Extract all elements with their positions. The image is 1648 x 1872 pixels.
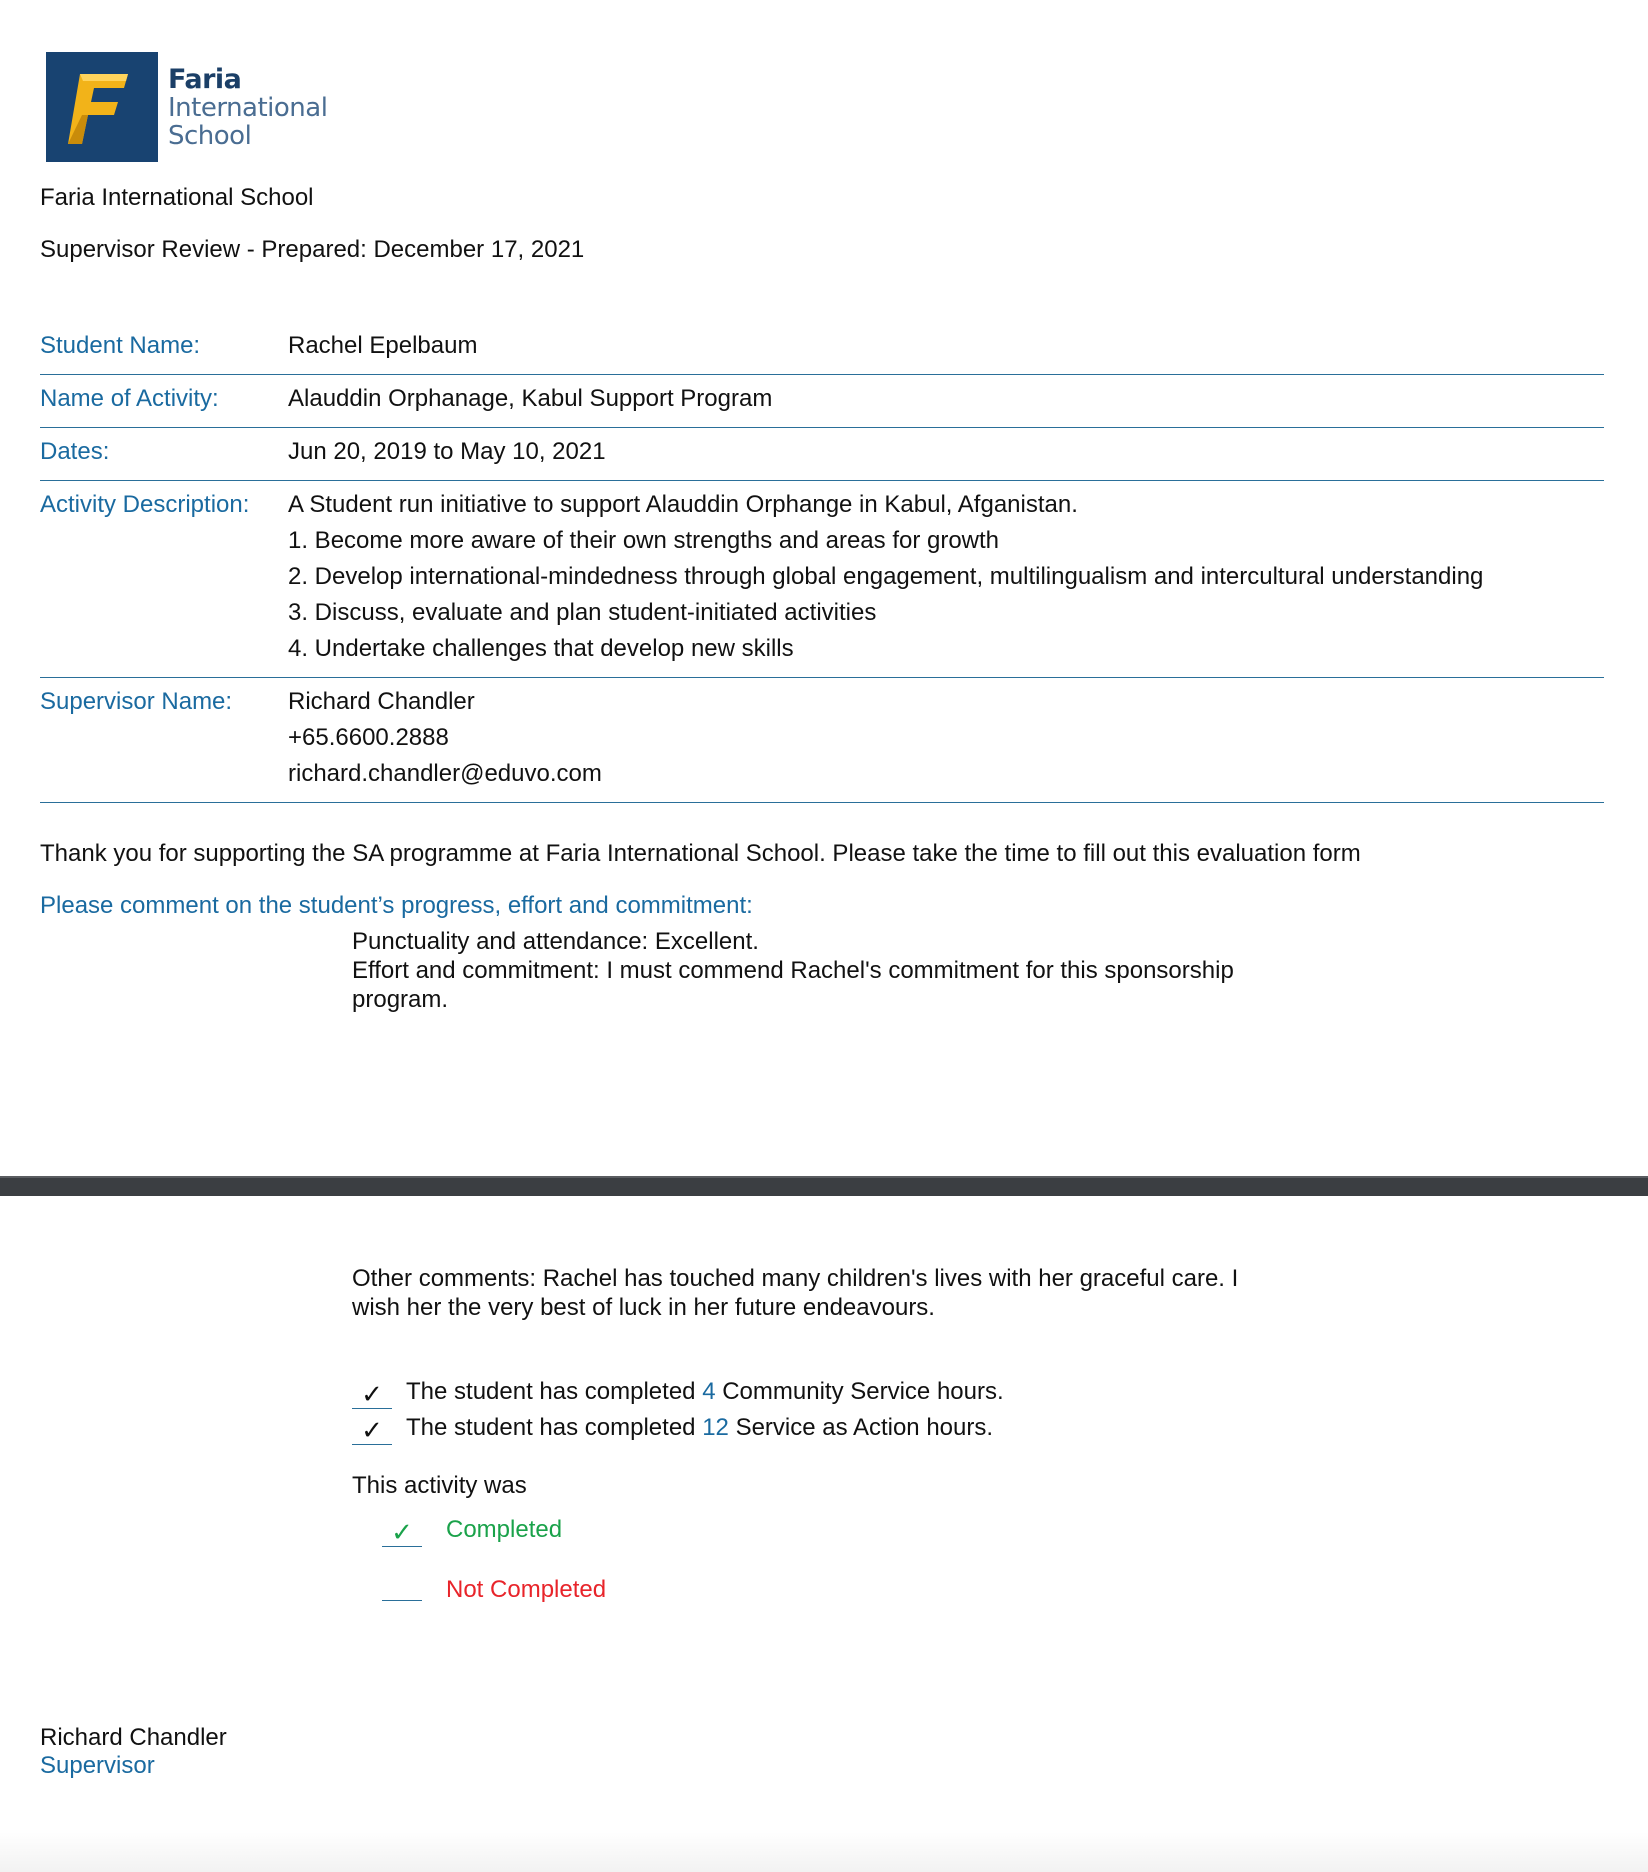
page-2 xyxy=(0,1196,1648,1872)
faria-f-logo-icon xyxy=(46,52,158,162)
not-completed-label: Not Completed xyxy=(446,1576,607,1603)
activity-name-label: Name of Activity: xyxy=(40,385,219,412)
sa-hours-count: 12 xyxy=(702,1414,729,1441)
prepared-date: Supervisor Review - Prepared: December 17, 2021 xyxy=(40,236,585,263)
hours-prefix: The student has completed xyxy=(406,1414,696,1441)
dates-value: Jun 20, 2019 to May 10, 2021 xyxy=(288,438,606,465)
dates-label: Dates: xyxy=(40,438,110,465)
logo-line-1: Faria xyxy=(168,64,242,95)
not-completed-row xyxy=(382,1568,606,1604)
completed-row xyxy=(382,1514,563,1547)
description-line: 4. Undertake challenges that develop new skills xyxy=(288,635,794,662)
punctuality-comment: Punctuality and attendance: Excellent. xyxy=(352,928,759,955)
signature-role: Supervisor xyxy=(40,1752,155,1779)
community-hours-count: 4 xyxy=(702,1378,716,1405)
description-line: A Student run initiative to support Alauddin Orphange in Kabul, Afganistan. xyxy=(288,491,1078,518)
logo-wordmark xyxy=(168,66,327,150)
thanks-message: Thank you for supporting the SA programme at Faria International School. Please take the time to fill out this evaluation form xyxy=(40,840,1361,867)
school-logo xyxy=(46,52,326,162)
activity-name-row xyxy=(40,375,1604,428)
supervisor-phone-value: +65.6600.2888 xyxy=(288,724,449,751)
student-name-value: Rachel Epelbaum xyxy=(288,332,478,359)
completed-label: Completed xyxy=(446,1516,563,1543)
not-completed-box xyxy=(382,1572,422,1601)
logo-line-2: International xyxy=(168,93,328,123)
progress-comments xyxy=(352,927,1272,1014)
page-separator xyxy=(0,1176,1648,1196)
student-name-row xyxy=(40,322,1604,375)
logo-line-3: School xyxy=(168,121,252,151)
description-line: 2. Develop international-mindedness through global engagement, multilingualism and intercultural understanding xyxy=(288,563,1484,590)
sa-hours-row xyxy=(352,1412,994,1445)
completed-check-icon: ✓ xyxy=(382,1518,422,1547)
activity-status-label: This activity was xyxy=(352,1472,527,1499)
activity-description-label: Activity Description: xyxy=(40,491,250,518)
effort-comment: Effort and commitment: I must commend Rachel's commitment for this sponsorship program. xyxy=(352,957,1234,1013)
activity-description-row xyxy=(40,481,1604,678)
student-name-label: Student Name: xyxy=(40,332,201,359)
hours-prefix: The student has completed xyxy=(406,1378,696,1405)
supervisor-row xyxy=(40,678,1604,803)
other-comments: Other comments: Rachel has touched many children's lives with her graceful care. I wish her the very best of luck in her future endeavours. xyxy=(352,1265,1239,1321)
community-hours-row xyxy=(352,1376,1004,1409)
student-info-table xyxy=(40,322,1604,803)
activity-name-value: Alauddin Orphanage, Kabul Support Program xyxy=(288,385,773,412)
bottom-edge xyxy=(0,1832,1648,1872)
supervisor-name-value: Richard Chandler xyxy=(288,688,475,715)
description-line: 1. Become more aware of their own strengths and areas for growth xyxy=(288,527,1000,554)
check-mark-icon: ✓ xyxy=(352,1380,392,1409)
supervisor-email-value: richard.chandler@eduvo.com xyxy=(288,760,602,787)
sa-hours-suffix: Service as Action hours. xyxy=(735,1414,994,1441)
community-hours-suffix: Community Service hours. xyxy=(722,1378,1004,1405)
comment-heading: Please comment on the student’s progress, effort and commitment: xyxy=(40,892,753,919)
signature-name: Richard Chandler xyxy=(40,1724,227,1751)
supervisor-label: Supervisor Name: xyxy=(40,688,233,715)
dates-row xyxy=(40,428,1604,481)
school-name: Faria International School xyxy=(40,184,314,211)
check-mark-icon: ✓ xyxy=(352,1416,392,1445)
description-line: 3. Discuss, evaluate and plan student-initiated activities xyxy=(288,599,877,626)
